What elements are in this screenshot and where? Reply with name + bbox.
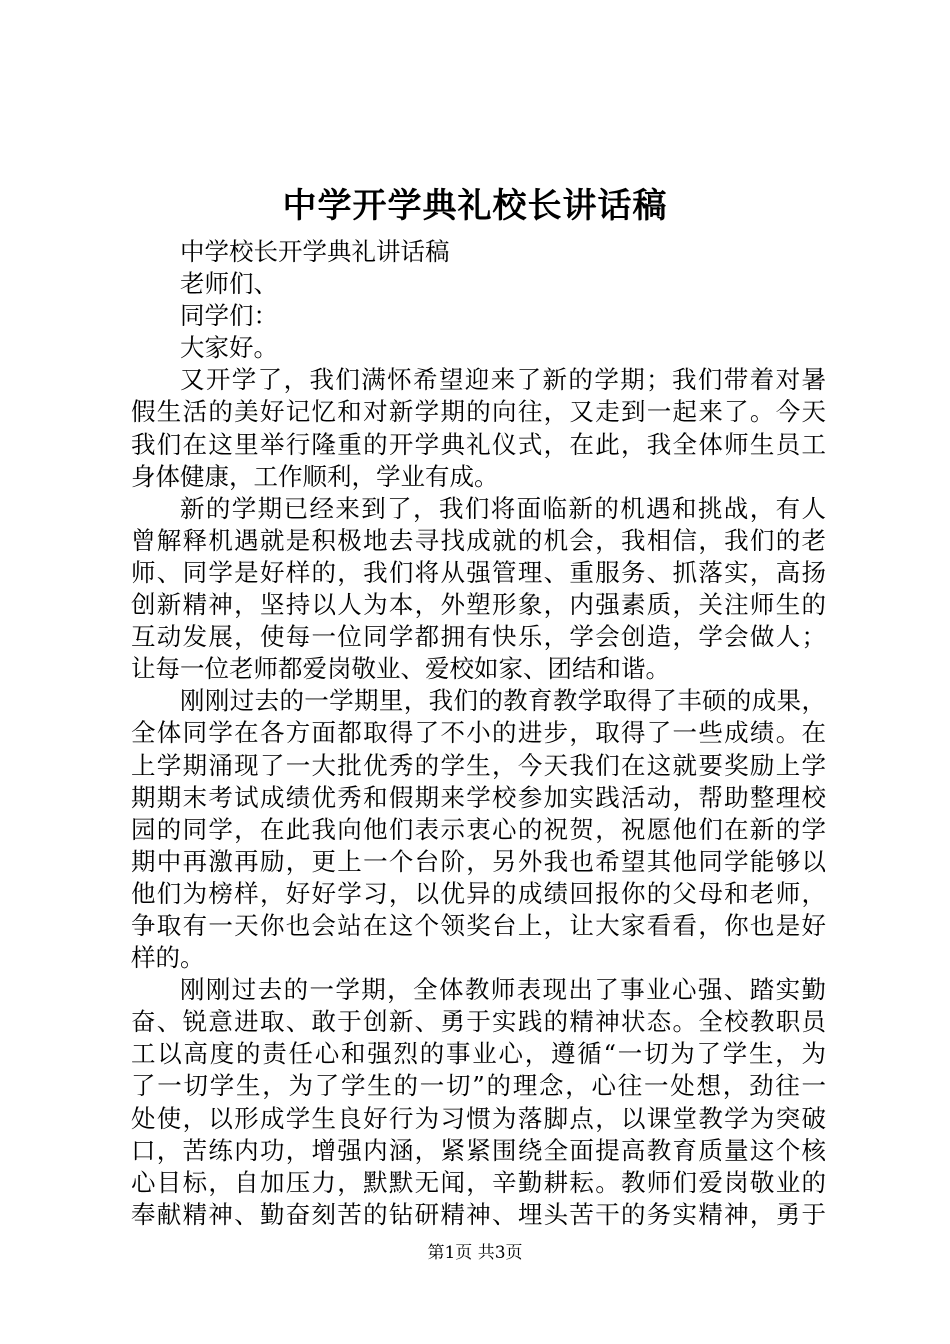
text-line: 身体健康，工作顺利，学业有成。 (131, 461, 499, 491)
text-line: 期期末考试成绩优秀和假期来学校参加实践活动，帮助整理校 (131, 782, 826, 812)
text-line: 新的学期已经来到了，我们将面临新的机遇和挑战，有人 (180, 493, 826, 523)
text-line: 创新精神，坚持以人为本，外塑形象，内强素质，关注师生的 (131, 590, 826, 620)
text-line: 心目标，自加压力，默默无闻，辛勤耕耘。教师们爱岗敬业的 (131, 1167, 826, 1197)
text-line: 期中再激再励，更上一个台阶，另外我也希望其他同学能够以 (131, 846, 826, 876)
text-line: 假生活的美好记忆和对新学期的向往，又走到一起来了。今天 (131, 397, 826, 427)
text-line: 互动发展，使每一位同学都拥有快乐，学会创造，学会做人； (131, 622, 826, 652)
text-line: 他们为榜样，好好学习，以优异的成绩回报你的父母和老师， (131, 878, 826, 908)
text-line: 口，苦练内功，增强内涵，紧紧围绕全面提高教育质量这个核 (131, 1135, 826, 1165)
page-footer: 第1页 共3页 (427, 1243, 523, 1263)
text-line: 曾解释机遇就是积极地去寻找成就的机会，我相信，我们的老 (131, 525, 826, 555)
text-line: 刚刚过去的一学期，全体教师表现出了事业心强、踏实勤 (180, 975, 826, 1005)
text-line: 刚刚过去的一学期里，我们的教育教学取得了丰硕的成果， (180, 686, 826, 716)
text-line: 奉献精神、勤奋刻苦的钻研精神、埋头苦干的务实精神，勇于 (131, 1199, 826, 1229)
document-title: 中学开学典礼校长讲话稿 (282, 186, 668, 226)
text-line: 中学校长开学典礼讲话稿 (180, 237, 450, 266)
text-line: 师、同学是好样的，我们将从强管理、重服务、抓落实，高扬 (131, 557, 826, 587)
text-line: 全体同学在各方面都取得了不小的进步，取得了一些成绩。在 (131, 718, 826, 748)
text-line: 处使，以形成学生良好行为习惯为落脚点，以课堂教学为突破 (131, 1103, 826, 1133)
text-line: 争取有一天你也会站在这个领奖台上，让大家看看，你也是好 (131, 910, 826, 940)
text-line: 让每一位老师都爱岗敬业、爱校如家、团结和谐。 (131, 654, 670, 684)
text-line: 工以高度的责任心和强烈的事业心，遵循“一切为了学生，为 (131, 1039, 826, 1069)
text-line: 我们在这里举行隆重的开学典礼仪式，在此，我全体师生员工 (131, 429, 826, 459)
text-line: 大家好。 (180, 333, 278, 363)
text-line: 园的同学，在此我向他们表示衷心的祝贺，祝愿他们在新的学 (131, 814, 826, 844)
text-line: 样的。 (131, 943, 205, 973)
text-line: 了一切学生，为了学生的一切”的理念，心往一处想，劲往一 (131, 1071, 826, 1101)
text-line: 又开学了，我们满怀希望迎来了新的学期；我们带着对暑 (180, 365, 826, 395)
text-line: 同学们： (180, 301, 278, 331)
text-line: 老师们、 (180, 269, 278, 299)
document-body (131, 236, 826, 1231)
text-line: 上学期涌现了一大批优秀的学生，今天我们在这就要奖励上学 (131, 750, 826, 780)
text-line: 奋、锐意进取、敢于创新、勇于实践的精神状态。全校教职员 (131, 1007, 826, 1037)
